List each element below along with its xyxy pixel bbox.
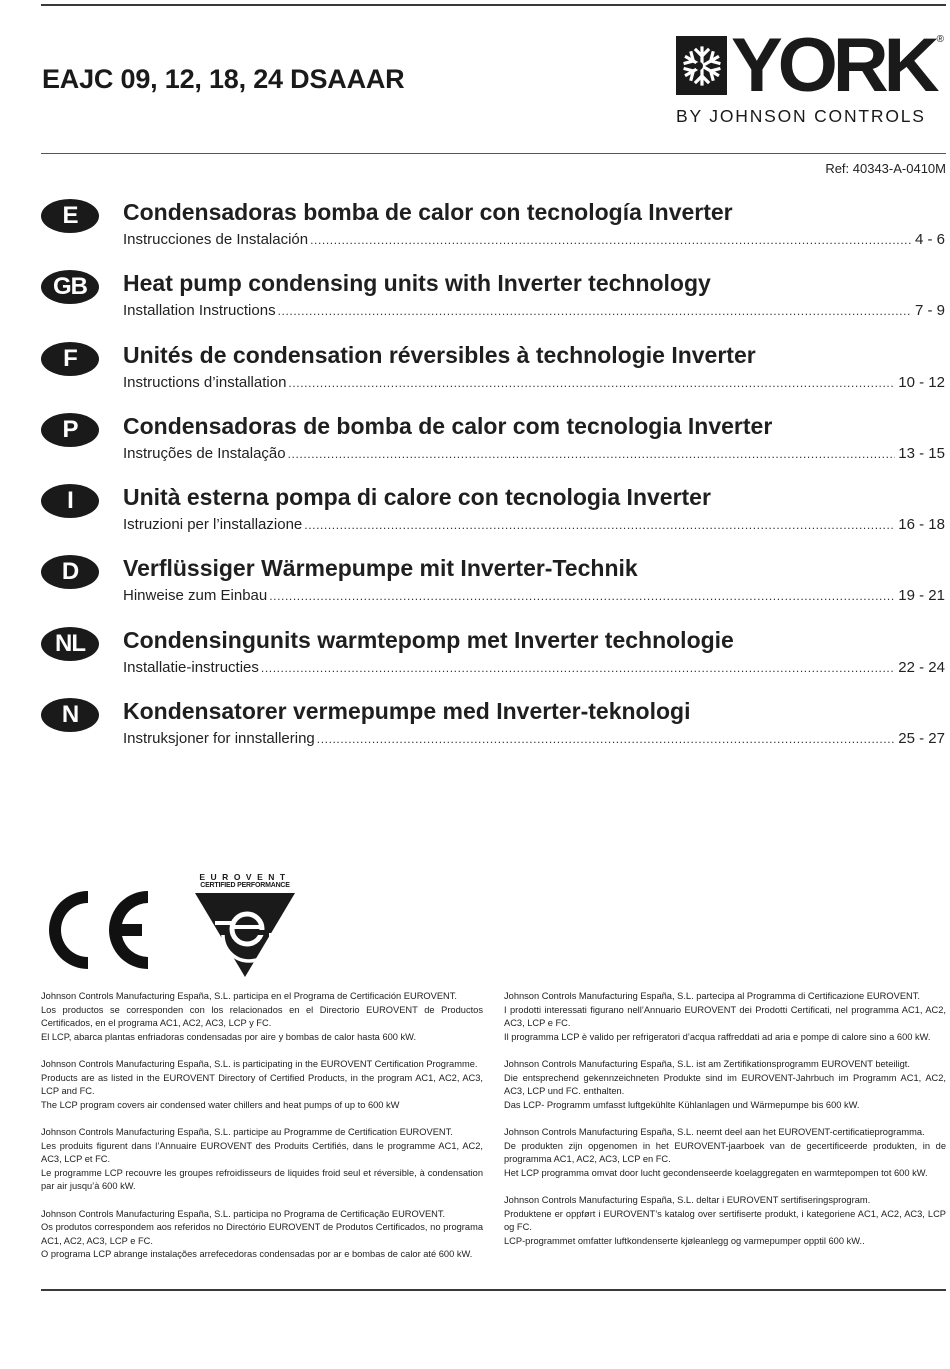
cert-paragraph-de: Johnson Controls Manufacturing España, S.L. ist am Zertifikationsprogramm EUROVENT beteiligt. Die entsprechend gekennzeichneten Produkte sind im EUROVENT-Jahrbuch im Programm AC1, AC2, AC3, LCP und FC. enthalten. Das LCP- Programm umfasst luftgekühlte Kühlanlagen und Wärmepumpe bis 600 kW. xyxy=(504,1058,946,1110)
cert-paragraph-fr: Johnson Controls Manufacturing España, S.L. participe au Programme de Certification EUROVENT. Les produits figurent dans l’Annuaire EUROVENT des Produits Certifiés, dans le programme AC1, AC2, AC3, LCP et FC. Le programme LCP recouvre les groupes refroidisseurs de liquides froid seul et réversible, à condensation par air jusqu’à 600 kW. xyxy=(41,1126,483,1192)
toc-item-nl[interactable] xyxy=(41,624,945,695)
certification-text-right xyxy=(504,990,946,1262)
toc-subtitle: Hinweise zum Einbau xyxy=(123,587,268,605)
toc-pages: 10 - 12 xyxy=(898,373,945,391)
toc-item-n[interactable] xyxy=(41,695,945,766)
dot-leader xyxy=(278,304,912,318)
toc-heading: Condensingunits warmtepomp met Inverter technologie xyxy=(123,626,734,653)
cert-paragraph-it: Johnson Controls Manufacturing España, S.L. partecipa al Programma di Certificazione EUROVENT. I prodotti interessati figurano nell’Annuario EUROVENT dei Prodotti Certificati, nel programma AC1, AC2, AC3, LCP e FC. Il programma LCP è valido per refrigeratori d’acqua raffreddati ad aria e pompe di calore sino a 600 kW. xyxy=(504,991,946,1042)
cert-paragraph-es: Johnson Controls Manufacturing España, S.L. participa en el Programa de Certificación EUROVENT. Los productos se corresponden con los relacionados en el Directorio EUROVENT de Productos Certificados, en el programa AC1, AC2, AC3, LCP y FC. El LCP, abarca plantas enfriadoras condensadas por aire y bombas de calor hasta 600 kW. xyxy=(41,991,483,1042)
toc-pages: 16 - 18 xyxy=(898,516,945,534)
header-divider xyxy=(41,153,946,154)
document-reference: Ref: 40343-A-0410M xyxy=(825,161,946,176)
toc-heading: Unités de condensation réversibles à technologie Inverter xyxy=(123,341,756,368)
toc-item-p[interactable] xyxy=(41,410,945,481)
dot-leader xyxy=(269,589,895,603)
language-badge: P xyxy=(41,413,99,447)
dot-leader xyxy=(261,661,895,675)
registered-mark: ® xyxy=(936,34,944,45)
cert-paragraph-nl: Johnson Controls Manufacturing España, S.L. neemt deel aan het EUROVENT-certificatieprogramma. De produkten zijn opgenomen in het EUROVENT-jaarboek van de gecertificeerde produkten, in de programma AC1, AC2, AC3, LCP en FC. Het LCP programma omvat door lucht gecondenseerde koelaggregaten en warmtepompen tot 600 kW. xyxy=(504,1126,946,1178)
brand-tagline: BY JOHNSON CONTROLS xyxy=(676,106,926,126)
cert-paragraph-pt: Johnson Controls Manufacturing España, S.L. participa no Programa de Certificação EUROVENT. Os produtos correspondem aos referidos no Directório EUROVENT de Produtos Certificados, no programa AC1, AC2, AC3, LCP e FC. O programa LCP abrange instalações arrefecedoras condensadas por ar e bombas de calor até 600 kW. xyxy=(41,1208,483,1260)
language-badge: N xyxy=(41,698,99,732)
top-divider xyxy=(41,4,946,6)
dot-leader xyxy=(288,447,896,461)
toc-pages: 25 - 27 xyxy=(898,730,945,748)
toc-item-i[interactable] xyxy=(41,481,945,552)
toc-item-d[interactable] xyxy=(41,552,945,623)
toc-subtitle: Installatie-instructies xyxy=(123,658,259,676)
toc-pages: 4 - 6 xyxy=(914,231,945,248)
certification-text-left xyxy=(41,990,483,1275)
toc-subtitle: Instruções de Instalação xyxy=(123,444,286,462)
toc-subtitle: Istruzioni per l’installazione xyxy=(123,516,303,534)
toc-item-e[interactable] xyxy=(41,196,945,267)
eurovent-logo-icon xyxy=(193,873,297,979)
document-title: EAJC 09, 12, 18, 24 DSAAAR xyxy=(42,64,405,94)
dot-leader xyxy=(288,376,895,390)
toc-heading: Verflüssiger Wärmepumpe mit Inverter-Technik xyxy=(123,555,638,582)
brand-name: YORK xyxy=(731,23,935,108)
cert-paragraph-no: Johnson Controls Manufacturing España, S.L. deltar i EUROVENT sertifiseringsprogram. Produktene er oppført i EUROVENT’s katalog over sertifiserte produkt, i kategoriene AC1, AC2, AC3, LCP og FC. LCP-programmet omfatter luftkondenserte kjøleanlegg og varmepumper opptil 600 kW.. xyxy=(504,1194,946,1246)
dot-leader xyxy=(310,233,912,247)
snowflake-icon xyxy=(676,36,727,95)
toc-item-gb[interactable] xyxy=(41,267,945,338)
eurovent-subtitle: CERTIFIED PERFORMANCE xyxy=(200,882,290,889)
table-of-contents xyxy=(41,196,945,766)
toc-heading: Condensadoras bomba de calor con tecnología Inverter xyxy=(123,199,733,225)
language-badge: D xyxy=(41,555,99,589)
toc-subtitle: Instructions d’installation xyxy=(123,373,287,391)
toc-heading: Unità esterna pompa di calore con tecnologia Inverter xyxy=(123,484,711,511)
language-badge: F xyxy=(41,342,99,376)
toc-subtitle: Instruksjoner for innstallering xyxy=(123,730,315,748)
eurovent-title: EUROVENT xyxy=(199,872,291,882)
toc-heading: Condensadoras de bomba de calor com tecnologia Inverter xyxy=(123,412,773,439)
toc-pages: 13 - 15 xyxy=(898,444,945,462)
toc-pages: 22 - 24 xyxy=(898,658,945,676)
dot-leader xyxy=(304,518,895,532)
dot-leader xyxy=(317,732,896,746)
toc-subtitle: Instrucciones de Instalación xyxy=(123,231,309,248)
language-badge: NL xyxy=(41,627,99,661)
bottom-divider xyxy=(41,1289,946,1291)
toc-heading: Kondensatorer vermepumpe med Inverter-teknologi xyxy=(123,698,691,725)
york-logo xyxy=(676,23,946,127)
language-badge: I xyxy=(41,484,99,518)
toc-pages: 7 - 9 xyxy=(914,302,945,320)
ce-mark-icon xyxy=(42,887,152,978)
toc-heading: Heat pump condensing units with Inverter technology xyxy=(123,270,711,297)
language-badge: GB xyxy=(41,270,99,304)
toc-item-f[interactable] xyxy=(41,339,945,410)
cert-paragraph-en: Johnson Controls Manufacturing España, S.L. is participating in the EUROVENT Certification Programme. Products are as listed in the EUROVENT Directory of Certified Products, in the program AC1, AC2, AC3, LCP and FC. The LCP program covers air condensed water chillers and heat pumps of up to 600 kW xyxy=(41,1058,483,1110)
language-badge: E xyxy=(41,199,99,233)
toc-pages: 19 - 21 xyxy=(898,587,945,605)
toc-subtitle: Installation Instructions xyxy=(123,302,276,320)
